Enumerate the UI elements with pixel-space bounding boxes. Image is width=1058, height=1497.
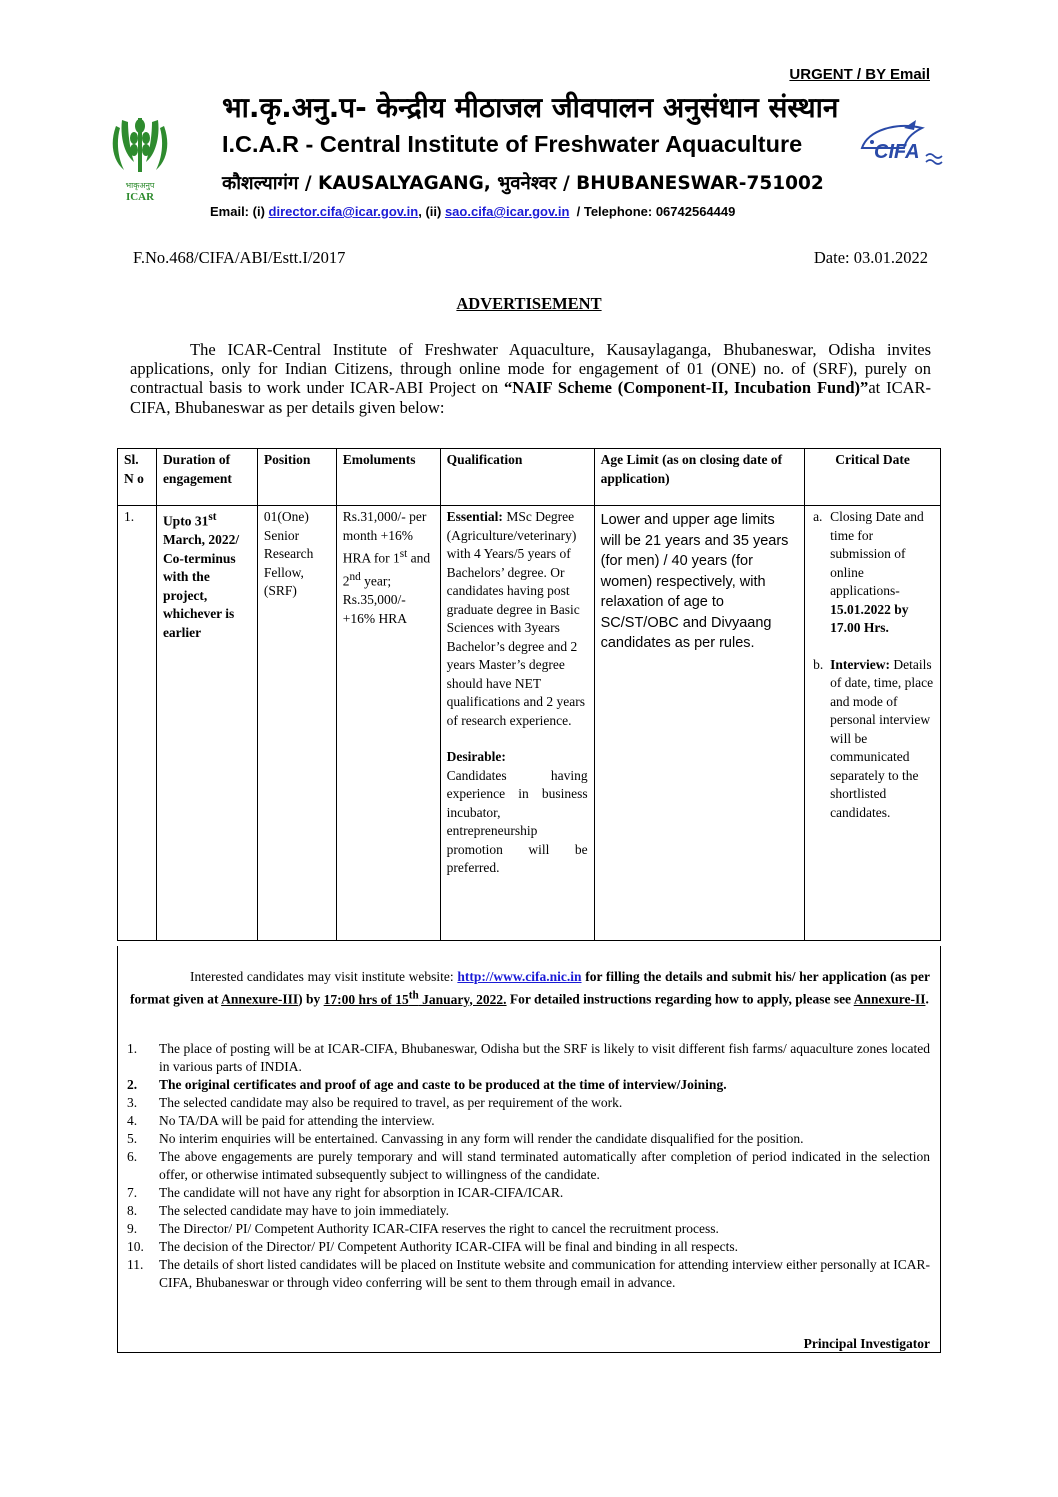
- intro-tail: at ICAR-CIFA, Bhubaneswar as per details given below:: [130, 378, 931, 417]
- emol-part-b: and 2: [342, 550, 431, 589]
- apply-end: .: [925, 991, 929, 1007]
- advertisement-title: ADVERTISEMENT: [456, 294, 602, 313]
- list-item-text: The details of short listed candidates will be placed on Institute website and communication for attending interview either personally at ICAR-CIFA, Bhubaneswar or through video conferring will be sent to them through email in advance.: [159, 1257, 930, 1290]
- list-item-text: The place of posting will be at ICAR-CIFA, Bhubaneswar, Odisha but the SRF is likely to visit different fish farms/ aquaculture zones located in various parts of INDIA.: [159, 1041, 930, 1074]
- desirable-label: Desirable:: [446, 749, 506, 764]
- list-item-text: The decision of the Director/ PI/ Competent Authority ICAR-CIFA will be final and binding in all respects.: [159, 1239, 739, 1254]
- list-item-text: The above engagements are purely temporary and will stand terminated automatically after completion of period indicated in the selection offer, or otherwise intimated subsequently subject to willingness of the candidate.: [159, 1149, 930, 1182]
- essential-block: [447, 508, 588, 730]
- intro-paragraph: [130, 340, 931, 417]
- crit-a-marker: a.: [813, 509, 823, 524]
- deadline: 17:00 hrs of 15th January, 2022.: [323, 989, 507, 1007]
- list-item-text: The selected candidate may also be required to travel, as per requirement of the work.: [159, 1095, 623, 1110]
- intro-text: The ICAR-Central Institute of Freshwater Aquaculture, Kausaylaganga, Bhubaneswar, Odisha invites applications, only for Indian Citizens, through online mode for engagement of 01 (ONE) no. of (SRF), purely on contractual basis to work under ICAR-ABI Project on: [130, 340, 931, 398]
- list-item-text: The Director/ PI/ Competent Authority ICAR-CIFA reserves the right to cancel the recruitment process.: [159, 1221, 719, 1236]
- list-item-text: The candidate will not have any right for absorption in ICAR-CIFA/ICAR.: [159, 1185, 564, 1200]
- list-item-text: The original certificates and proof of age and caste to be produced at the time of interview/Joining.: [159, 1077, 727, 1092]
- crit-b-marker: b.: [813, 656, 824, 672]
- list-item: [127, 1040, 930, 1076]
- emol-sup-2: nd: [349, 571, 361, 583]
- header-emoluments: Emoluments: [336, 449, 440, 506]
- cell-duration: [156, 506, 257, 941]
- cell-emoluments: [336, 506, 440, 941]
- list-item: [127, 1076, 930, 1094]
- apply-text-c: For detailed instructions regarding how to apply, please see: [506, 991, 854, 1007]
- institute-title-hindi: भा.कृ.अनु.प- केन्द्रीय मीठाजल जीवपालन अनुसंधान संस्थान: [222, 91, 839, 124]
- list-item: [127, 1112, 930, 1130]
- crit-b-label: Interview:: [830, 656, 891, 672]
- list-item: [127, 1148, 930, 1184]
- director-email-link[interactable]: director.cifa@icar.gov.in: [268, 204, 419, 219]
- essential-label: Essential:: [446, 509, 503, 524]
- critical-item-interview: [811, 656, 934, 823]
- email-separator: , (ii): [418, 204, 445, 219]
- list-item: [127, 1202, 930, 1220]
- list-item-number: 5.: [127, 1131, 138, 1146]
- list-item-number: 2.: [127, 1077, 138, 1092]
- list-item-text: The selected candidate may have to join immediately.: [159, 1203, 450, 1218]
- crit-b-text: Details of date, time, place and mode of personal interview will be communicated separately to the shortlisted candidates.: [830, 656, 934, 820]
- duration-rest: March, 2022/ Co-terminus with the project, whichever is earlier: [162, 532, 240, 640]
- list-item-number: 11.: [127, 1257, 144, 1272]
- duration-start: Upto 31: [162, 513, 209, 529]
- institute-title-english: I.C.A.R - Central Institute of Freshwater Aquaculture: [222, 131, 803, 157]
- list-item-number: 9.: [127, 1221, 138, 1236]
- signatory: Principal Investigator: [803, 1336, 930, 1351]
- contact-line: [210, 204, 735, 219]
- list-item-number: 4.: [127, 1113, 138, 1128]
- icar-logo-text: ICAR: [125, 191, 155, 203]
- annexure-ii-link[interactable]: Annexure-II: [853, 991, 926, 1007]
- sao-email-link[interactable]: sao.cifa@icar.gov.in: [444, 204, 570, 219]
- list-item: [127, 1130, 930, 1148]
- apply-text-a: for filling the details and submit his/ her application (as per format given at: [130, 969, 930, 1007]
- cifa-logo-text: CIFA: [874, 141, 920, 163]
- list-item-text: No TA/DA will be paid for attending the interview.: [159, 1113, 435, 1128]
- apply-instructions: [130, 968, 930, 1009]
- icar-logo: [108, 112, 172, 204]
- list-item-number: 10.: [127, 1239, 144, 1254]
- header-duration: Duration of engagement: [156, 449, 257, 506]
- header-age-limit: Age Limit (as on closing date of application): [594, 449, 804, 506]
- essential-text: MSc Degree (Agriculture/veterinary) with 4 Years/5 years of Bachelors’ degree. Or candidates having post graduate degree in Basic Sciences with 3years Bachelor’s degree and 2 years Master’s degree should have NET qualifications and 2 years of research experience.: [446, 509, 586, 728]
- document-date: Date: 03.01.2022: [813, 248, 928, 267]
- cell-critical-date: [805, 506, 941, 941]
- emol-sup-1: st: [399, 548, 408, 560]
- list-item-number: 3.: [127, 1095, 138, 1110]
- email-prefix: Email: (i): [210, 204, 269, 219]
- desirable-text: Candidates having experience in business incubator, entrepreneurship promotion will be preferred.: [446, 767, 588, 875]
- emol-part-a: Rs.31,000/- per month +16% HRA for 1: [342, 509, 427, 566]
- emol-part-c: year; Rs.35,000/- +16% HRA: [342, 573, 408, 626]
- header-qualification: Qualification: [440, 449, 594, 506]
- critical-item-closing: [811, 508, 934, 638]
- list-item-text: No interim enquiries will be entertained. Canvassing in any form will render the candidate disqualified for the position.: [159, 1131, 804, 1146]
- header-position: Position: [257, 449, 336, 506]
- table-header-row: [118, 449, 941, 506]
- table-row: [118, 506, 941, 941]
- urgent-label: URGENT / BY Email: [789, 66, 930, 83]
- list-item-number: 8.: [127, 1203, 138, 1218]
- cell-position: 01(One) Senior Research Fellow, (SRF): [257, 506, 336, 941]
- crit-a-text: Closing Date and time for submission of online applications-: [830, 509, 924, 598]
- cell-sl: 1.: [118, 506, 157, 941]
- intro-project-name: “NAIF Scheme (Component-II, Incubation Fund)”: [504, 378, 869, 398]
- crit-a-deadline: 15.01.2022 by 17.00 Hrs.: [830, 601, 909, 635]
- apply-text-b: ) by: [298, 991, 324, 1007]
- vacancy-table: [117, 448, 941, 941]
- list-item: [127, 1238, 930, 1256]
- telephone: / Telephone: 06742564449: [569, 204, 736, 219]
- institute-address: कौशल्यागंग / KAUSALYAGANG, भुवनेश्वर / BHUBANESWAR-751002: [222, 173, 824, 194]
- list-item: [127, 1094, 930, 1112]
- list-item: [127, 1184, 930, 1202]
- terms-list: [127, 1040, 930, 1292]
- list-item-number: 1.: [127, 1041, 138, 1056]
- list-item-number: 6.: [127, 1149, 138, 1164]
- apply-lead: Interested candidates may visit institute website:: [190, 969, 458, 984]
- header-sl: Sl. N o: [118, 449, 157, 506]
- list-item: [127, 1256, 930, 1292]
- cell-qualification: [440, 506, 594, 941]
- icar-logo-hindi: भाकृअनुप: [125, 181, 155, 190]
- cell-age-limit: Lower and upper age limits will be 21 years and 35 years (for men) / 40 years (for women) respectively, with relaxation of age to SC/ST/OBC and Divyaang candidates as per rules.: [594, 506, 804, 941]
- header-critical-date: Critical Date: [805, 449, 941, 506]
- duration-sup: st: [208, 511, 217, 523]
- cifa-logo: [856, 118, 948, 168]
- website-link[interactable]: http://www.cifa.nic.in: [457, 969, 582, 984]
- annexure-iii-link[interactable]: Annexure-III: [221, 991, 299, 1007]
- list-item: [127, 1220, 930, 1238]
- list-item-number: 7.: [127, 1185, 138, 1200]
- file-number: F.No.468/CIFA/ABI/Estt.I/2017: [133, 248, 346, 267]
